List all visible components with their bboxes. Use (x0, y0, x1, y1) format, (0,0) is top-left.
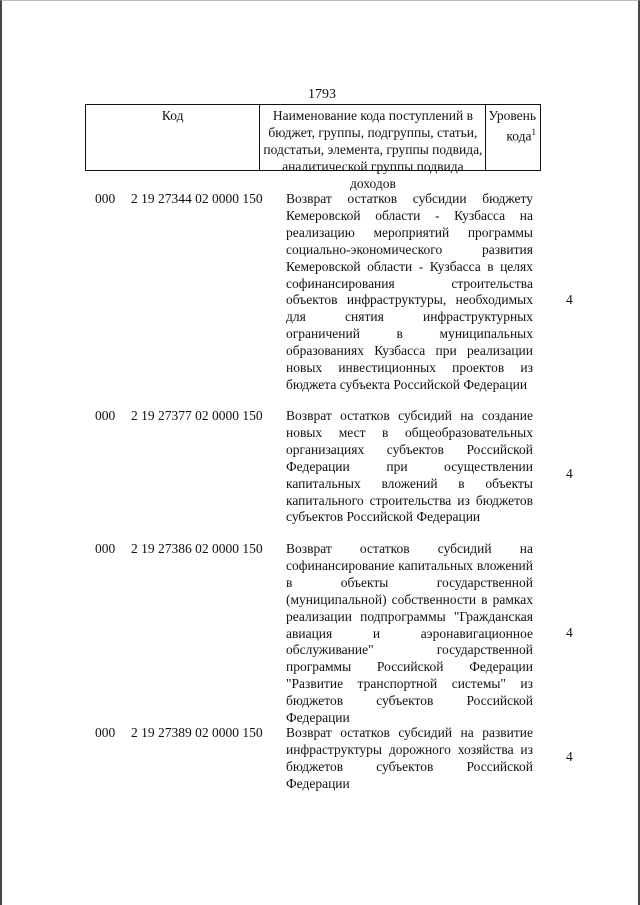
code-level: 4 (566, 292, 573, 307)
revenue-code: 2 19 27386 02 0000 150 (131, 541, 263, 556)
revenue-code: 2 19 27377 02 0000 150 (131, 408, 263, 423)
revenue-description: Возврат остатков субсидий на софинансирование капитальных вложений в объекты государственной (муниципальной) собственности в рамках реализации подпрограммы "Гражданская авиация и аэронавигационное обслуживание" государственной программы Российской Федерации "Развитие транспортной системы" из бюджетов субъектов Российской Федерации (286, 541, 533, 726)
header-level-label: Уровень кода (488, 108, 536, 144)
admin-code: 000 (95, 725, 116, 740)
admin-code: 000 (95, 191, 116, 206)
header-level (486, 105, 540, 170)
page-number: 1793 (308, 87, 336, 102)
revenue-code: 2 19 27344 02 0000 150 (131, 191, 263, 206)
admin-code: 000 (95, 408, 116, 423)
header-code: Код (86, 105, 260, 170)
revenue-description: Возврат остатков субсидии бюджету Кемеровской области - Кузбасса на реализацию мероприятий программы социально-экономического развития Кемеровской области - Кузбасса в целях софинансирования строительства объектов инфраструктуры, необходимых для снятия инфраструктурных ограничений в муниципальных образованиях Кузбасса при реализации новых инвестиционных проектов из бюджета субъекта Российской Федерации (286, 191, 533, 392)
code-level: 4 (566, 625, 573, 640)
header-name: Наименование кода поступлений в бюджет, группы, подгруппы, статьи, подстатьи, элемента, группы подвида, аналитической группы подвида доходов (260, 105, 486, 170)
admin-code: 000 (95, 541, 116, 556)
header-level-footnote: 1 (531, 127, 536, 137)
revenue-description: Возврат остатков субсидий на создание новых мест в общеобразовательных организациях субъектов Российской Федерации при осуществлении капитальных вложений в объекты капитального строительства из бюджетов субъектов Российской Федерации (286, 408, 533, 525)
revenue-code: 2 19 27389 02 0000 150 (131, 725, 263, 740)
revenue-description: Возврат остатков субсидий на развитие инфраструктуры дорожного хозяйства из бюджетов субъектов Российской Федерации (286, 725, 533, 791)
code-level: 4 (566, 466, 573, 481)
code-level: 4 (566, 749, 573, 764)
table-header (85, 104, 541, 191)
